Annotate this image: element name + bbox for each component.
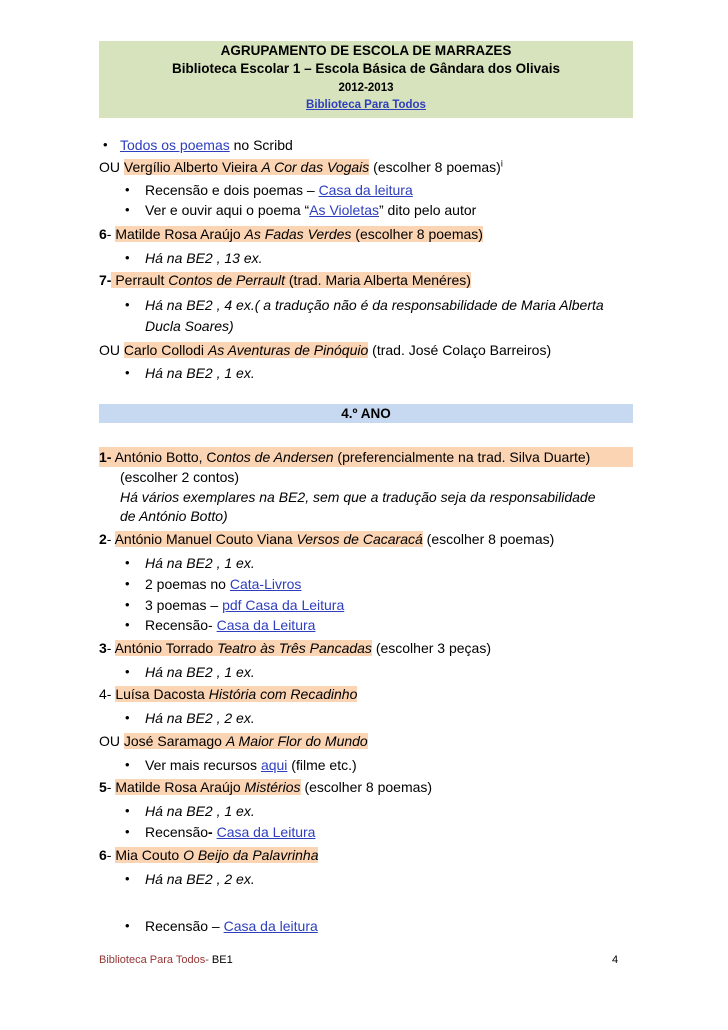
bullet-icon: • (125, 365, 130, 380)
casa-leitura-link[interactable]: Casa da Leitura (216, 824, 316, 840)
page-footer (99, 953, 233, 967)
bullet-icon: • (125, 803, 130, 818)
list-item: Há na BE2 , 1 ex. (145, 365, 255, 381)
list-item: Recensão – Casa da leitura (145, 918, 318, 934)
book-entry: OU Vergílio Alberto Vieira A Cor das Vogais (escolher 8 poemas)$^i$ (99, 158, 503, 175)
bullet-icon: • (125, 757, 130, 772)
footnote-marker[interactable]: i (500, 158, 503, 169)
book-entry: OU Carlo Collodi As Aventuras de Pinóquio (trad. José Colaço Barreiros) (99, 342, 552, 358)
bullet-icon: • (103, 137, 108, 152)
school-name: AGRUPAMENTO DE ESCOLA DE MARRAZES (220, 43, 512, 58)
book-entry: 6- Mia Couto O Beijo da Palavrinha (99, 847, 319, 863)
list-item: Todos os poemas no Scribd (120, 137, 293, 153)
list-item: Recensão- Casa da Leitura (145, 824, 316, 840)
cata-livros-link[interactable]: Cata-Livros (229, 576, 302, 592)
book-entry: 1- António Botto, Contos de Andersen (preferencialmente na trad. Silva Duarte) (99, 449, 591, 465)
project-link[interactable]: Biblioteca Para Todos (306, 99, 426, 111)
bullet-icon: • (125, 576, 130, 591)
school-year: 2012-2013 (338, 82, 394, 94)
casa-leitura-link[interactable]: Casa da leitura (223, 918, 318, 934)
book-entry: OU José Saramago A Maior Flor do Mundo (99, 733, 368, 749)
list-item: Recensão- Casa da Leitura (145, 617, 316, 633)
list-item: Há na BE2 , 2 ex. (145, 710, 255, 726)
list-item: Há na BE2 , 13 ex. (145, 250, 263, 266)
bullet-icon: • (125, 617, 130, 632)
aqui-link[interactable]: aqui (260, 757, 288, 773)
book-entry: 5- Matilde Rosa Araújo Mistérios (escolher 8 poemas) (99, 779, 433, 795)
list-item: 3 poemas – pdf Casa da Leitura (145, 597, 345, 613)
section-heading: 4.º ANO (99, 404, 633, 423)
list-item: Há na BE2 , 4 ex.( a tradução não é da responsabilidade de Maria Alberta (145, 297, 604, 313)
list-item: Há na BE2 , 2 ex. (145, 871, 255, 887)
bullet-icon: • (125, 250, 130, 265)
book-entry-continuation: (escolher 2 contos) (120, 469, 240, 485)
book-entry: 7- Perrault Contos de Perrault (trad. Maria Alberta Menéres) (99, 272, 471, 288)
bullet-icon: • (125, 918, 130, 933)
casa-leitura-link[interactable]: Casa da leitura (318, 182, 413, 198)
list-item: 2 poemas no Cata-Livros (145, 576, 302, 592)
list-item: Há na BE2 , 1 ex. (145, 555, 255, 571)
list-item: Ver mais recursos aqui (filme etc.) (145, 757, 357, 773)
list-item: Há na BE2 , 1 ex. (145, 664, 255, 680)
book-entry: 3- António Torrado Teatro às Três Pancadas (escolher 3 peças) (99, 640, 491, 656)
list-item: Recensão e dois poemas – Casa da leitura (145, 182, 413, 198)
book-entry: 4- Luísa Dacosta História com Recadinho (99, 686, 358, 702)
book-note: de António Botto) (120, 508, 228, 524)
bullet-icon: • (125, 182, 130, 197)
bullet-icon: • (125, 664, 130, 679)
bullet-icon: • (125, 202, 130, 217)
list-item: Ver e ouvir aqui o poema “As Violetas” dito pelo autor (145, 202, 477, 218)
casa-leitura-link[interactable]: Casa da Leitura (216, 617, 316, 633)
list-item-continuation: Ducla Soares) (145, 318, 234, 334)
book-note: Há vários exemplares na BE2, sem que a tradução seja da responsabilidade (120, 489, 596, 505)
footer-title: Biblioteca Para Todos- (99, 954, 209, 966)
page-number: 4 (612, 954, 619, 966)
bullet-icon: • (125, 824, 130, 839)
list-item: Há na BE2 , 1 ex. (145, 803, 255, 819)
bullet-icon: • (125, 597, 130, 612)
bullet-icon: • (125, 555, 130, 570)
as-violetas-link[interactable]: As Violetas (309, 202, 379, 218)
book-entry: 2- António Manuel Couto Viana Versos de Cacaracá (escolher 8 poemas) (99, 531, 555, 547)
document-header (99, 41, 633, 118)
bullet-icon: • (125, 297, 130, 312)
pdf-casa-leitura-link[interactable]: pdf Casa da Leitura (222, 597, 345, 613)
all-poems-link[interactable]: Todos os poemas (120, 137, 230, 153)
library-name: Biblioteca Escolar 1 – Escola Básica de Gândara dos Olivais (172, 61, 560, 76)
bullet-icon: • (125, 710, 130, 725)
bullet-icon: • (125, 871, 130, 886)
footer-suffix: BE1 (208, 954, 233, 966)
book-entry: 6- Matilde Rosa Araújo As Fadas Verdes (escolher 8 poemas) (99, 226, 483, 242)
